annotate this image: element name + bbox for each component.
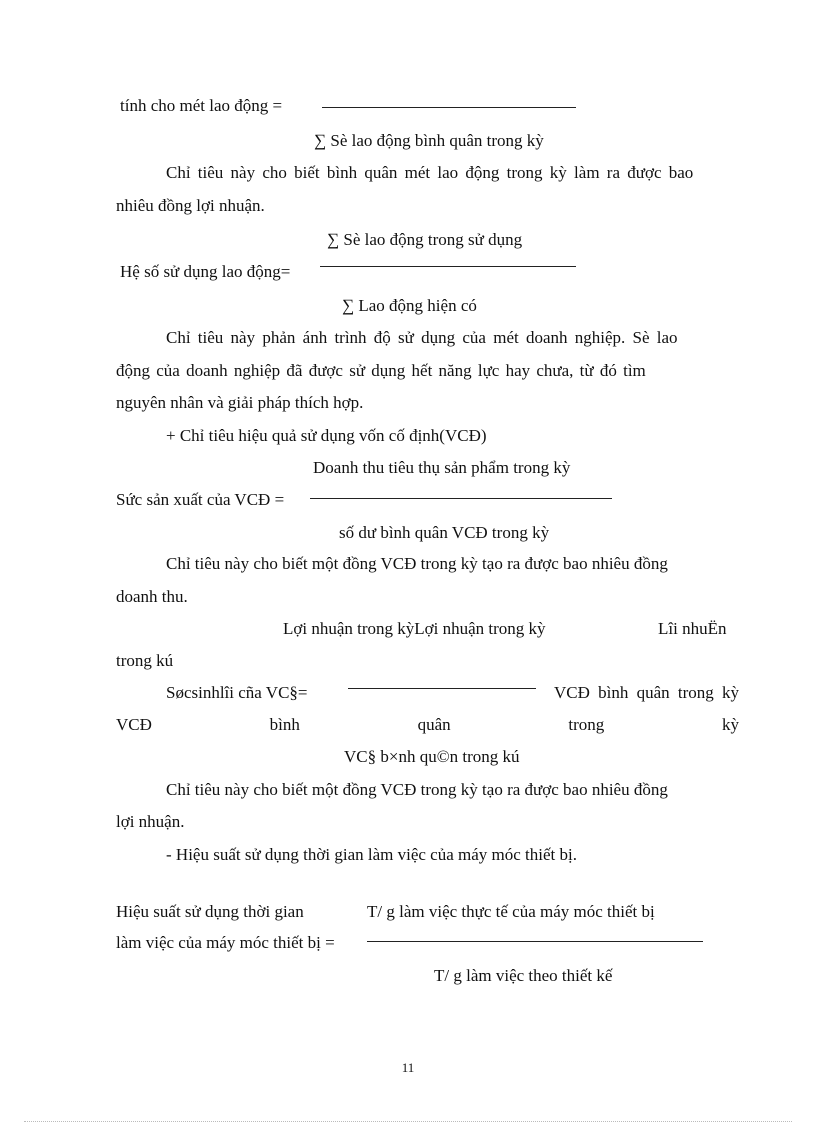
paragraph2-line2: động của doanh nghiệp đã được sử dụng hết năng lực hay chưa, từ đó tìm: [116, 361, 646, 380]
formula3-numerator: Doanh thu tiêu thụ sản phẩm trong kỳ: [313, 458, 571, 477]
section-heading-fixed-capital: + Chỉ tiêu hiệu quả sử dụng vốn cố định(VCĐ): [166, 426, 487, 445]
formula4-fraction-bar: [348, 688, 536, 689]
formula4-right-text: VCĐ bình quân trong kỳ: [553, 683, 739, 702]
formula1-label: tính cho mét lao động =: [120, 96, 283, 115]
formula4-denominator: VC§ b×nh qu©n trong kú: [344, 747, 520, 766]
formula2-label: Hệ số sử dụng lao động=: [120, 262, 291, 281]
spaced-word: VCĐ: [116, 715, 152, 734]
formula2-fraction-bar: [320, 266, 576, 267]
formula1-denominator: ∑ Sè lao động bình quân trong kỳ: [314, 131, 544, 150]
formula4-label: Søcsinhlîi cña VC§=: [166, 683, 308, 702]
formula3-label: Sức sản xuất của VCĐ =: [116, 490, 285, 509]
paragraph3-line1: Chỉ tiêu này cho biết một đồng VCĐ trong kỳ tạo ra được bao nhiêu đồng: [166, 554, 668, 573]
page-number: 11: [401, 1060, 415, 1075]
formula5-label-line2: làm việc của máy móc thiết bị =: [116, 933, 335, 952]
spaced-word: kỳ: [721, 715, 739, 734]
spaced-word: bình: [269, 715, 300, 734]
formula4-top-garbled: Lîi nhuËn: [658, 619, 727, 638]
formula2-denominator: ∑ Lao động hiện có: [342, 296, 477, 315]
formula4-top-garbled-wrap: trong kú: [116, 651, 174, 670]
spaced-word: trong: [568, 715, 605, 734]
paragraph2-line3: nguyên nhân và giải pháp thích hợp.: [116, 393, 364, 412]
formula4-top-text: Lợi nhuận trong kỳLợi nhuận trong kỳ: [283, 619, 546, 638]
paragraph1-line1: Chỉ tiêu này cho biết bình quân mét lao động trong kỳ làm ra được bao: [166, 163, 694, 182]
formula5-numerator: T/ g làm việc thực tế của máy móc thiết bị: [367, 902, 655, 921]
paragraph1-line2: nhiêu đồng lợi nhuận.: [116, 196, 265, 215]
formula1-fraction-bar: [322, 107, 576, 108]
formula3-denominator: số dư bình quân VCĐ trong kỳ: [339, 523, 550, 542]
formula4-spaced-row: [116, 715, 739, 735]
paragraph4-line1: Chỉ tiêu này cho biết một đồng VCĐ trong kỳ tạo ra được bao nhiêu đồng: [166, 780, 668, 799]
paragraph4-line2: lợi nhuận.: [116, 812, 185, 831]
formula5-fraction-bar: [367, 941, 703, 942]
section-heading-machine-efficiency: - Hiệu suất sử dụng thời gian làm việc của máy móc thiết bị.: [166, 845, 577, 864]
paragraph3-line2: doanh thu.: [116, 587, 188, 606]
paragraph2-line1: Chỉ tiêu này phản ánh trình độ sử dụng của mét doanh nghiệp. Sè lao: [166, 328, 678, 347]
formula2-numerator: ∑ Sè lao động trong sử dụng: [327, 230, 523, 249]
page-bottom-border: [24, 1121, 792, 1122]
formula3-fraction-bar: [310, 498, 612, 499]
formula5-label-line1: Hiệu suất sử dụng thời gian: [116, 902, 304, 921]
formula5-denominator: T/ g làm việc theo thiết kế: [434, 966, 613, 985]
spaced-word: quân: [417, 715, 451, 734]
